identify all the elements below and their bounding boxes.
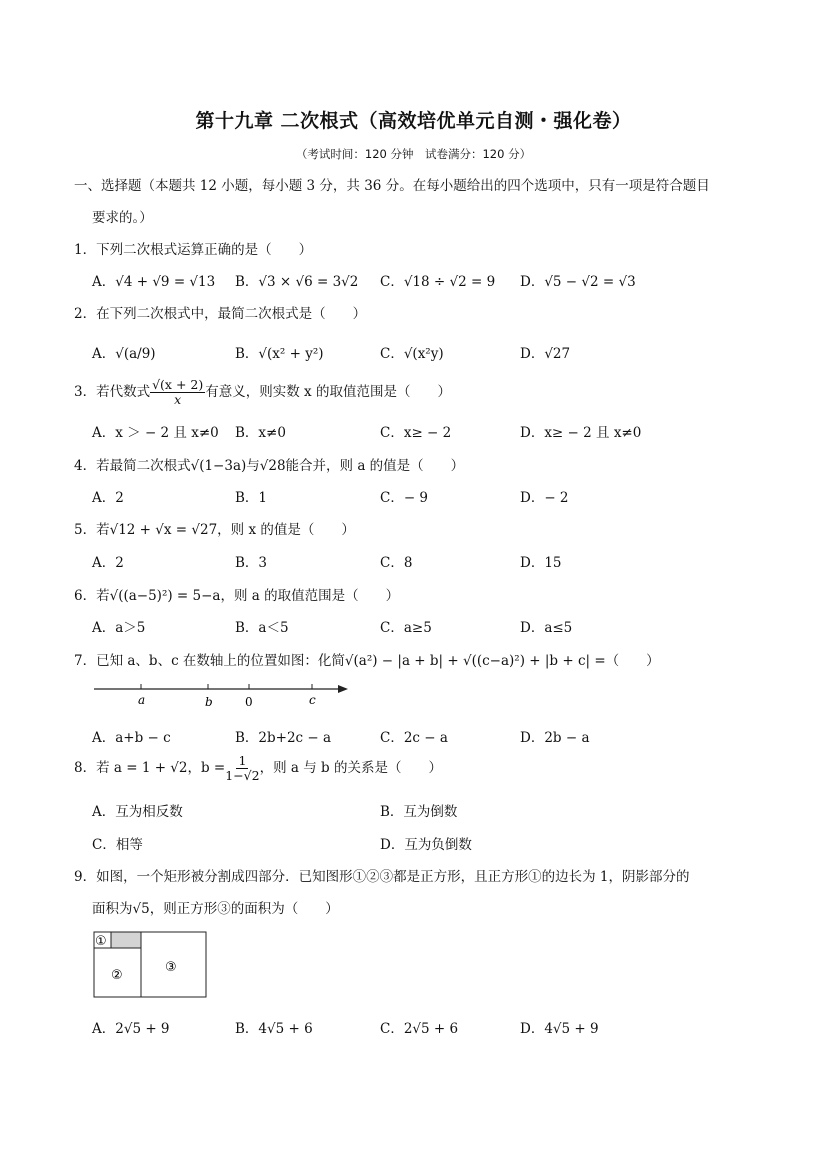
section-heading-line1: 一、选择题（本题共 12 小题，每小题 3 分，共 36 分。在每小题给出的四个选项中，只有一项是符合题目	[74, 178, 710, 194]
q3-stem-post: 有意义，则实数 x 的取值范围是（ ）	[205, 383, 451, 400]
page-title: 第十九章 二次根式（高效培优单元自测・强化卷）	[195, 110, 632, 132]
number-line-figure	[92, 678, 352, 712]
axis-label-b: b	[205, 695, 213, 709]
q1-option-b: B．√3 × √6 = 3√2	[235, 274, 359, 290]
q5-option-c: C．8	[380, 555, 413, 571]
q2-option-c: C．√(x²y)	[380, 346, 444, 362]
q8-fraction	[225, 754, 259, 783]
q3-fraction	[150, 378, 205, 407]
q6-option-d: D．a≤5	[520, 620, 573, 636]
q2-option-d: D．√27	[520, 346, 571, 362]
q8-stem-post: ，则 a 与 b 的关系是（ ）	[259, 759, 442, 776]
q8-option-b: B．互为倒数	[380, 804, 458, 820]
q9-option-b: B．4√5 + 6	[235, 1021, 313, 1037]
section-heading-line2: 要求的。）	[92, 210, 153, 226]
question-5-stem: 5．若√12 + √x = √27，则 x 的值是（ ）	[74, 522, 355, 538]
q3-stem-pre: 3．若代数式	[74, 383, 151, 400]
q8-option-a: A．互为相反数	[92, 804, 183, 820]
q3-frac-num: √(x + 2)	[152, 377, 204, 392]
question-1-stem: 1．下列二次根式运算正确的是（ ）	[74, 242, 313, 258]
q8-frac-den: 1−√2	[225, 767, 260, 783]
question-9-stem-line1: 9．如图，一个矩形被分割成四部分．已知图形①②③都是正方形，且正方形①的边长为 1，阴影部分的	[74, 869, 690, 885]
q4-option-d: D．− 2	[520, 490, 569, 506]
exam-info: （考试时间：120 分钟 试卷满分：120 分）	[295, 147, 532, 161]
q3-option-c: C．x≥ − 2	[380, 425, 452, 441]
question-7-stem: 7．已知 a、b、c 在数轴上的位置如图：化简√(a²) − |a + b| + √((c−a)²) + |b + c| =（ ）	[74, 653, 660, 669]
q1-option-d: D．√5 − √2 = √3	[520, 274, 636, 290]
q5-option-a: A．2	[92, 555, 124, 571]
q2-option-a: A．√(a/9)	[92, 346, 156, 362]
q5-option-d: D．15	[520, 555, 562, 571]
q6-option-a: A．a＞5	[92, 620, 146, 636]
question-2-stem: 2．在下列二次根式中，最简二次根式是（ ）	[74, 306, 367, 322]
question-9-stem-line2: 面积为√5，则正方形③的面积为（ ）	[92, 901, 339, 917]
q9-option-a: A．2√5 + 9	[92, 1021, 170, 1037]
q8-stem-pre: 8．若 a = 1 + √2，b =	[74, 759, 226, 776]
figure-label-1: ①	[95, 934, 107, 949]
q8-option-d: D．互为负倒数	[380, 837, 472, 853]
q4-option-a: A．2	[92, 490, 124, 506]
q8-frac-num: 1	[238, 753, 247, 768]
q7-option-c: C．2c − a	[380, 730, 448, 746]
q1-option-a: A．√4 + √9 = √13	[92, 274, 216, 290]
q4-option-c: C．− 9	[380, 490, 429, 506]
q3-option-b: B．x≠0	[235, 425, 286, 441]
number-line-arrow	[338, 685, 348, 693]
q7-option-a: A．a+b − c	[92, 730, 171, 746]
question-3-stem	[74, 378, 451, 407]
axis-label-c: c	[309, 693, 316, 707]
q7-option-d: D．2b − a	[520, 730, 590, 746]
figure-label-3: ③	[165, 960, 177, 975]
rectangle-figure	[93, 931, 209, 999]
axis-label-a: a	[138, 693, 146, 707]
question-4-stem: 4．若最简二次根式√(1−3a)与√28能合并，则 a 的值是（ ）	[74, 458, 465, 474]
shaded-region	[111, 932, 141, 948]
q6-option-c: C．a≥5	[380, 620, 432, 636]
q4-option-b: B．1	[235, 490, 268, 506]
q9-option-d: D．4√5 + 9	[520, 1021, 599, 1037]
figure-label-2: ②	[111, 968, 123, 983]
q3-frac-den: x	[174, 391, 182, 407]
q5-option-b: B．3	[235, 555, 268, 571]
q8-option-c: C．相等	[92, 837, 143, 853]
q1-option-c: C．√18 ÷ √2 = 9	[380, 274, 496, 290]
q9-option-c: C．2√5 + 6	[380, 1021, 459, 1037]
q6-option-b: B．a＜5	[235, 620, 289, 636]
question-8-stem	[74, 754, 442, 783]
q3-option-a: A．x ＞ − 2 且 x≠0	[92, 425, 219, 441]
q2-option-b: B．√(x² + y²)	[235, 346, 324, 362]
question-6-stem: 6．若√((a−5)²) = 5−a，则 a 的取值范围是（ ）	[74, 588, 400, 604]
q3-option-d: D．x≥ − 2 且 x≠0	[520, 425, 642, 441]
q7-option-b: B．2b+2c − a	[235, 730, 332, 746]
axis-label-0: 0	[245, 695, 253, 709]
